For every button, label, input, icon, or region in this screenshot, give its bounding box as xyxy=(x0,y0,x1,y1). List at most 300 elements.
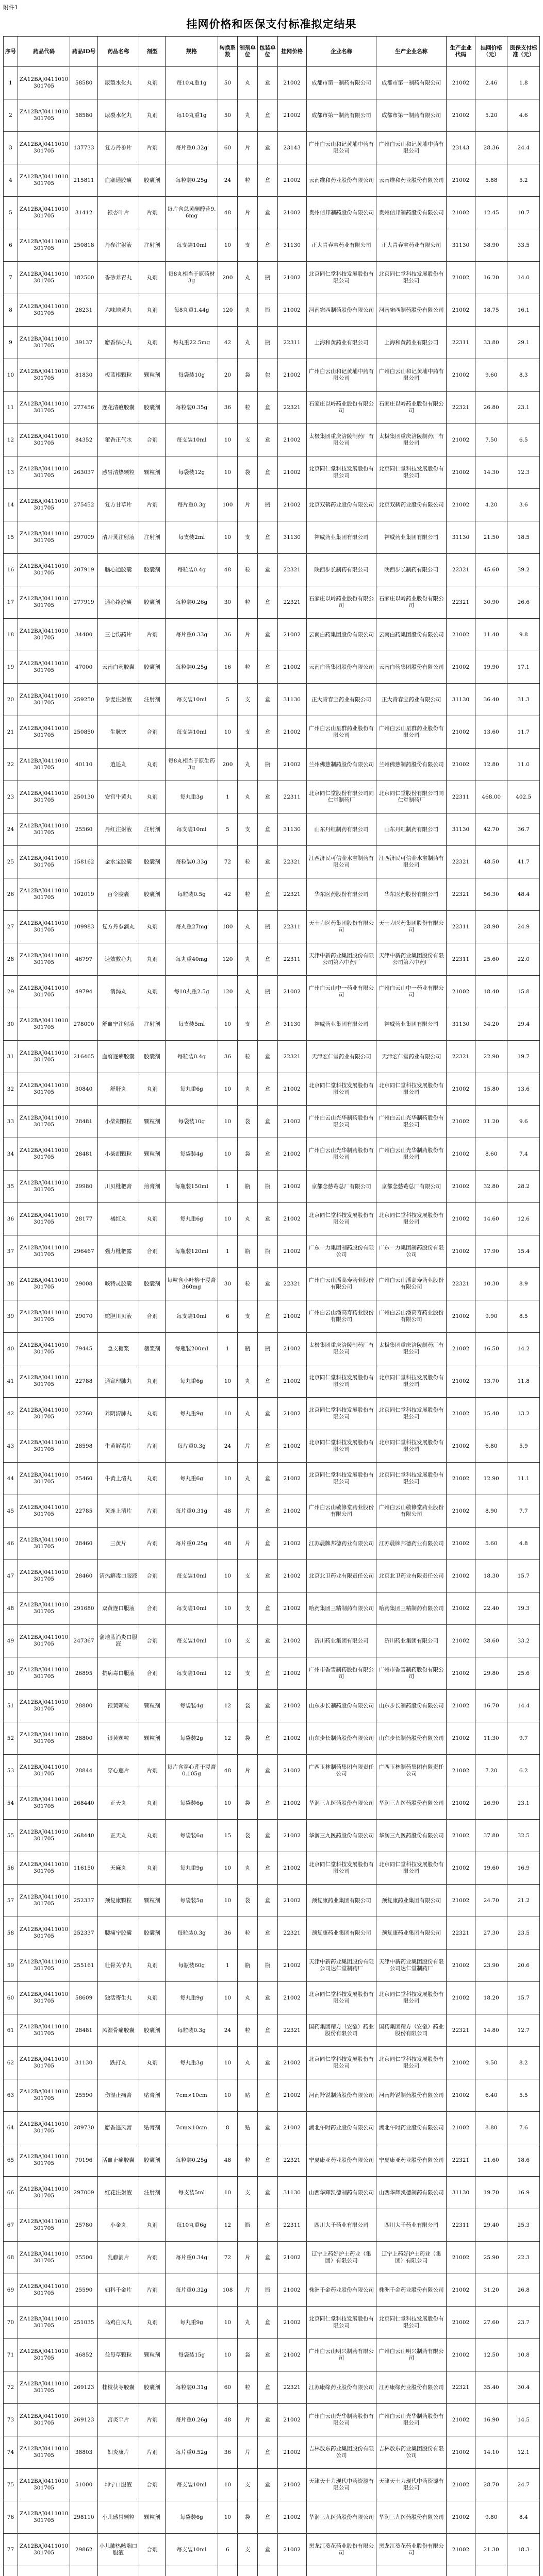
table-cell: 31.3 xyxy=(507,684,540,716)
table-cell: 46797 xyxy=(70,943,98,976)
table-cell: 广西玉林制药集团有限责任公司 xyxy=(376,1755,447,1787)
table-cell: 胶囊剂 xyxy=(139,651,166,684)
table-row xyxy=(4,2242,540,2274)
table-cell: 15 xyxy=(4,521,18,554)
table-cell: 22321 xyxy=(447,878,475,911)
table-row xyxy=(4,1073,540,1106)
table-cell: 北京同仁堂科技发展股份有限公司 xyxy=(306,1365,376,1398)
table-cell: 21002 xyxy=(277,619,306,651)
table-cell: 每袋装4g xyxy=(166,1138,218,1171)
table-row xyxy=(4,1657,540,1690)
table-cell: ZA12BAJ0411010301705 xyxy=(18,1041,70,1073)
table-row xyxy=(4,1365,540,1398)
table-cell: 天津中新药业集团股份有限公司达仁堂制药厂 xyxy=(376,1950,447,1982)
table-cell: 北京同仁堂股份有限公司同仁堂制药厂 xyxy=(376,781,447,814)
table-cell: 石家庄以岭药业股份有限公司 xyxy=(306,586,376,619)
table-cell: 19.70 xyxy=(475,2177,507,2209)
table-cell: 片 xyxy=(238,2242,258,2274)
table-row xyxy=(4,1106,540,1138)
table-cell: ZA12BAJ0411010301705 xyxy=(18,229,70,262)
table-cell: 15.4 xyxy=(507,1235,540,1268)
table-cell: 21002 xyxy=(447,1820,475,1852)
table-cell: 42 xyxy=(218,327,238,359)
table-cell: 江苏晨牌邦德药业有限公司 xyxy=(376,1528,447,1560)
table-cell: 石家庄以岭药业股份有限公司 xyxy=(376,586,447,619)
table-cell: 上海和黄药业有限公司 xyxy=(376,327,447,359)
table-cell: 尿裂水化丸 xyxy=(98,67,139,99)
table-cell: 21002 xyxy=(277,1755,306,1787)
table-cell: 11 xyxy=(4,392,18,424)
table-cell: 太极集团重庆涪陵制药厂有限公司 xyxy=(306,1333,376,1365)
table-cell: 三七伤药片 xyxy=(98,619,139,651)
table-cell: 137733 xyxy=(70,132,98,164)
table-cell: 67 xyxy=(4,2209,18,2242)
table-cell: 穿心莲片 xyxy=(98,1755,139,1787)
table-cell: 12.7 xyxy=(507,2014,540,2047)
table-cell: ZA12BAJ0411010301705 xyxy=(18,1008,70,1041)
table-cell: 每支装10ml xyxy=(166,1560,218,1592)
table-cell: 21.50 xyxy=(475,521,507,554)
table-cell: 百令胶囊 xyxy=(98,878,139,911)
table-cell: 30.4 xyxy=(507,2371,540,2404)
table-cell: 10 xyxy=(218,1592,238,1625)
table-cell: 73 xyxy=(4,2404,18,2436)
table-cell: 81830 xyxy=(70,359,98,392)
table-cell xyxy=(166,2566,218,2576)
table-cell: 丸剂 xyxy=(139,1982,166,2014)
table-cell: 片 xyxy=(238,2274,258,2307)
table-cell: 22321 xyxy=(277,1041,306,1073)
table-cell: 华东医药股份有限公司 xyxy=(306,878,376,911)
table-cell: 盒 xyxy=(258,619,278,651)
table-cell: 21002 xyxy=(447,67,475,99)
table-cell: 广州白云山光华制药股份有限公司 xyxy=(376,1106,447,1138)
table-cell: 21002 xyxy=(277,1106,306,1138)
table-cell: 9.50 xyxy=(475,2047,507,2079)
table-cell: 42 xyxy=(218,878,238,911)
table-cell: 片剂 xyxy=(139,1528,166,1560)
table-cell: 活血止痛胶囊 xyxy=(98,2144,139,2177)
table-cell: 每8丸相当于原药材3g xyxy=(166,262,218,294)
table-cell: 21002 xyxy=(277,1430,306,1463)
table-cell: 12.3 xyxy=(507,456,540,489)
table-cell: 58609 xyxy=(70,1982,98,2014)
table-cell: 10 xyxy=(218,521,238,554)
table-row xyxy=(4,1171,540,1203)
table-cell: 8.2 xyxy=(507,2047,540,2079)
table-cell: 251035 xyxy=(70,2307,98,2339)
table-cell: 21002 xyxy=(447,1625,475,1657)
table-cell: 120 xyxy=(218,976,238,1008)
table-cell: 25500 xyxy=(70,2242,98,2274)
column-header: 序号 xyxy=(4,37,18,67)
table-cell: 盒 xyxy=(258,1528,278,1560)
table-cell: 丸 xyxy=(238,749,258,781)
table-cell: 正大青春宝药业有限公司 xyxy=(306,229,376,262)
table-cell: 4.20 xyxy=(475,489,507,521)
table-cell: 21002 xyxy=(447,1722,475,1755)
table-cell: 北京同仁堂科技发展股份有限公司 xyxy=(306,1073,376,1106)
table-cell: 28460 xyxy=(70,1560,98,1592)
table-cell: 21002 xyxy=(447,197,475,229)
table-cell: 31130 xyxy=(447,2177,475,2209)
table-row xyxy=(4,132,540,164)
table-cell: 盒 xyxy=(258,1203,278,1235)
table-row xyxy=(4,67,540,99)
table-cell: 16.1 xyxy=(507,294,540,327)
table-cell: 10 xyxy=(218,1203,238,1235)
table-cell: 17.1 xyxy=(507,651,540,684)
table-cell: 32 xyxy=(4,1073,18,1106)
table-cell: 22311 xyxy=(447,911,475,943)
table-cell: 22311 xyxy=(447,2209,475,2242)
table-cell: 28800 xyxy=(70,1690,98,1722)
table-cell: 19.3 xyxy=(507,1592,540,1625)
table-cell: 11.0 xyxy=(507,749,540,781)
table-cell: 25.3 xyxy=(507,2209,540,2242)
table-cell: 北京双鹤药业股份有限公司 xyxy=(306,489,376,521)
table-cell: 22311 xyxy=(447,781,475,814)
table-cell: 68 xyxy=(4,2242,18,2274)
table-cell: 云南白药集团股份有限公司 xyxy=(376,651,447,684)
table-cell: 石家庄以岭药业股份有限公司 xyxy=(376,392,447,424)
table-cell: 25780 xyxy=(70,2209,98,2242)
table-cell xyxy=(4,2566,18,2576)
table-cell: 贴 xyxy=(238,2112,258,2144)
table-cell: 36 xyxy=(4,1203,18,1235)
table-cell: 50 xyxy=(218,99,238,132)
table-cell: 吉林敖东药业集团股份有限公司 xyxy=(306,2436,376,2469)
table-cell xyxy=(447,2566,475,2576)
table-cell: 25.6 xyxy=(507,1657,540,1690)
table-cell: 神威药业集团有限公司 xyxy=(306,521,376,554)
table-cell: 21002 xyxy=(447,1333,475,1365)
table-cell: 21.30 xyxy=(475,2534,507,2566)
table-row xyxy=(4,1592,540,1625)
table-cell: 50 xyxy=(4,1657,18,1690)
table-cell: 76 xyxy=(4,2501,18,2534)
table-cell: 正大青春宝药业有限公司 xyxy=(306,684,376,716)
table-cell: 袋 xyxy=(238,1138,258,1171)
table-cell: 21002 xyxy=(277,2079,306,2112)
table-cell: 盒 xyxy=(258,1885,278,1917)
table-cell: 31130 xyxy=(277,814,306,846)
table-row xyxy=(4,1560,540,1592)
table-cell: 25.60 xyxy=(475,943,507,976)
table-cell: 291680 xyxy=(70,1592,98,1625)
table-cell xyxy=(70,2566,98,2576)
table-cell: 每10丸重1g xyxy=(166,99,218,132)
table-cell: 402.5 xyxy=(507,781,540,814)
table-cell: 粒 xyxy=(238,1268,258,1300)
table-cell: 10.30 xyxy=(475,1268,507,1300)
table-cell: 10 xyxy=(218,424,238,456)
table-cell: 瓶 xyxy=(238,2209,258,2242)
table-cell: 250130 xyxy=(70,781,98,814)
table-cell: 丸剂 xyxy=(139,2047,166,2079)
table-cell: 259250 xyxy=(70,684,98,716)
table-cell: 269123 xyxy=(70,2371,98,2404)
table-row xyxy=(4,878,540,911)
table-cell: 102019 xyxy=(70,878,98,911)
table-cell: 9.7 xyxy=(507,1722,540,1755)
table-cell: 香砂养胃丸 xyxy=(98,262,139,294)
table-cell: 6.40 xyxy=(475,2079,507,2112)
table-cell: 36.40 xyxy=(475,684,507,716)
table-cell: 盒 xyxy=(258,2339,278,2371)
table-cell: 77 xyxy=(4,2534,18,2566)
table-cell: 22321 xyxy=(277,1917,306,1950)
table-cell: 瓶 xyxy=(258,294,278,327)
table-cell: 丸 xyxy=(238,262,258,294)
table-cell: 36 xyxy=(218,1041,238,1073)
table-cell: 广州白云山光华制药股份有限公司 xyxy=(306,2404,376,2436)
table-cell: 10 xyxy=(218,229,238,262)
table-cell: 12 xyxy=(218,1657,238,1690)
table-cell: 6.2 xyxy=(507,1755,540,1787)
table-cell: 21002 xyxy=(447,1073,475,1106)
table-cell: 每8丸重1.44g xyxy=(166,294,218,327)
table-cell: 31130 xyxy=(447,684,475,716)
table-cell: 清开灵注射液 xyxy=(98,521,139,554)
table-cell: 丸 xyxy=(238,911,258,943)
table-cell: 北京北卫药业有限责任公司 xyxy=(306,1560,376,1592)
table-cell: 10 xyxy=(4,359,18,392)
table-cell: 每片重0.52g xyxy=(166,2436,218,2469)
table-cell: 6 xyxy=(218,2534,238,2566)
table-cell: 70 xyxy=(4,2307,18,2339)
table-cell: 21002 xyxy=(447,1398,475,1430)
table-cell: 1.8 xyxy=(507,67,540,99)
table-cell: 支 xyxy=(238,424,258,456)
table-cell: 16.70 xyxy=(475,1690,507,1722)
table-cell: 每粒装0.25g xyxy=(166,164,218,197)
table-cell: 丸剂 xyxy=(139,1073,166,1106)
table-cell: 10 xyxy=(218,1982,238,2014)
table-cell: 成都市第一制药有限公司 xyxy=(306,67,376,99)
table-cell: 24 xyxy=(218,1430,238,1463)
column-header: 药品代码 xyxy=(18,37,70,67)
table-cell: 盒 xyxy=(258,684,278,716)
table-cell: 瓶 xyxy=(258,1333,278,1365)
table-cell: 盒 xyxy=(258,1300,278,1333)
table-cell: 10 xyxy=(218,1463,238,1495)
table-cell: 36 xyxy=(218,1917,238,1950)
table-cell: 注射剂 xyxy=(139,1008,166,1041)
table-cell: 31 xyxy=(4,1041,18,1073)
table-cell: 云南维和药业股份有限公司 xyxy=(376,164,447,197)
table-cell: 48 xyxy=(218,2404,238,2436)
table-cell: 急支糖浆 xyxy=(98,1333,139,1365)
table-cell: 16.9 xyxy=(507,2177,540,2209)
table-cell: ZA12BAJ0411010301705 xyxy=(18,2404,70,2436)
column-header: 制剂单位 xyxy=(238,37,258,67)
table-cell: 广州白云山中一药业有限公司 xyxy=(306,976,376,1008)
table-cell: 太极集团重庆涪陵制药厂有限公司 xyxy=(376,1333,447,1365)
table-cell: 18.30 xyxy=(475,1560,507,1592)
table-cell: 1 xyxy=(218,1333,238,1365)
table-cell: 44 xyxy=(4,1463,18,1495)
table-cell: 粒 xyxy=(238,2014,258,2047)
table-row xyxy=(4,1430,540,1463)
table-cell: 每袋装6g xyxy=(166,1820,218,1852)
table-cell: 盒 xyxy=(258,1008,278,1041)
table-cell: 广州白云山和记黄埔中药有限公司 xyxy=(376,132,447,164)
table-cell: 468.00 xyxy=(475,781,507,814)
table-cell: 江西济民可信金水宝制药有限公司 xyxy=(306,846,376,878)
table-cell: 21002 xyxy=(277,651,306,684)
table-cell: 22311 xyxy=(447,943,475,976)
table-cell: 每支装5ml xyxy=(166,2177,218,2209)
table-cell: 瓶 xyxy=(258,1950,278,1982)
table-row xyxy=(4,911,540,943)
table-cell: ZA12BAJ0411010301705 xyxy=(18,1171,70,1203)
table-cell: 252337 xyxy=(70,1917,98,1950)
table-cell: 21002 xyxy=(447,749,475,781)
table-cell: 116150 xyxy=(70,1852,98,1885)
table-cell: 片剂 xyxy=(139,1755,166,1787)
table-cell: 21002 xyxy=(277,197,306,229)
table-cell: 北京同仁堂科技发展股份有限公司 xyxy=(376,1982,447,2014)
table-cell: ZA12BAJ0411010301705 xyxy=(18,2436,70,2469)
table-cell: 银黄颗粒 xyxy=(98,1690,139,1722)
table-cell: 9.6 xyxy=(507,1106,540,1138)
table-cell: 双黄连口服液 xyxy=(98,1592,139,1625)
page-title: 挂网价格和医保支付标准拟定结果 xyxy=(186,18,357,30)
table-cell: 6 xyxy=(218,1300,238,1333)
table-cell: 坤宁口服液 xyxy=(98,2469,139,2501)
table-cell: 小儿肺热咳喘口服液 xyxy=(98,2534,139,2566)
table-cell: 片剂 xyxy=(139,619,166,651)
table-cell: 每片重0.26g xyxy=(166,2404,218,2436)
table-cell: 支 xyxy=(238,2534,258,2566)
table-cell: 23.1 xyxy=(507,1787,540,1820)
table-cell: 21002 xyxy=(447,1463,475,1495)
table-cell: 7cm×10cm xyxy=(166,2079,218,2112)
table-cell: 23143 xyxy=(277,132,306,164)
table-cell: 瓶 xyxy=(238,1333,258,1365)
table-cell: 35.40 xyxy=(475,2371,507,2404)
table-cell: 21002 xyxy=(277,976,306,1008)
table-cell: 广州白云山光华制药股份有限公司 xyxy=(376,2404,447,2436)
table-cell: 华东医药股份有限公司 xyxy=(376,878,447,911)
table-cell: 22321 xyxy=(277,586,306,619)
table-cell: 21002 xyxy=(277,294,306,327)
table-cell: 72 xyxy=(218,2242,238,2274)
table-cell: 12 xyxy=(218,1690,238,1722)
table-cell: 12.50 xyxy=(475,2339,507,2371)
table-cell: 21002 xyxy=(277,1852,306,1885)
table-cell: 6.80 xyxy=(475,1430,507,1463)
table-cell: ZA12BAJ0411010301705 xyxy=(18,1917,70,1950)
table-cell: 丸 xyxy=(238,1365,258,1398)
table-cell: 盒 xyxy=(258,1073,278,1106)
table-cell: 支 xyxy=(238,1625,258,1657)
table-cell: 21002 xyxy=(447,359,475,392)
table-cell: 广州白云山明兴制药有限公司 xyxy=(376,2339,447,2371)
table-cell: 广州白云山潘高寿药业股份有限公司 xyxy=(306,1300,376,1333)
table-cell: 盒 xyxy=(258,1365,278,1398)
table-cell: 255161 xyxy=(70,1950,98,1982)
table-cell: 瓶 xyxy=(238,1171,258,1203)
table-cell: 瓶 xyxy=(238,1235,258,1268)
table-row xyxy=(4,1333,540,1365)
table-cell: 7.4 xyxy=(507,1138,540,1171)
table-row xyxy=(4,2209,540,2242)
table-cell: 31130 xyxy=(277,229,306,262)
table-cell: 39 xyxy=(4,1300,18,1333)
table-cell: 壮骨关节丸 xyxy=(98,1950,139,1982)
table-row xyxy=(4,1852,540,1885)
table-cell: 27 xyxy=(4,911,18,943)
table-cell: 颈复康药业集团有限公司 xyxy=(306,1885,376,1917)
table-cell: 株洲千金药业股份有限公司 xyxy=(376,2274,447,2307)
table-cell: 瓶 xyxy=(258,749,278,781)
table-cell: 太极集团重庆涪陵制药厂有限公司 xyxy=(376,424,447,456)
table-cell xyxy=(258,2566,278,2576)
table-cell: 每袋装15g xyxy=(166,2339,218,2371)
table-cell: 120 xyxy=(218,294,238,327)
table-cell: 正天丸 xyxy=(98,1820,139,1852)
table-cell: 颗粒剂 xyxy=(139,1722,166,1755)
table-cell: 7.20 xyxy=(475,1755,507,1787)
table-cell: 盒 xyxy=(258,1138,278,1171)
table-cell: ZA12BAJ0411010301705 xyxy=(18,1463,70,1495)
table-cell: 每支装10ml xyxy=(166,716,218,749)
table-row xyxy=(4,749,540,781)
table-cell: 盒 xyxy=(258,1722,278,1755)
table-cell: 北京同仁堂科技发展股份有限公司 xyxy=(306,1203,376,1235)
table-row xyxy=(4,1268,540,1300)
table-row xyxy=(4,1982,540,2014)
table-cell: ZA12BAJ0411010301705 xyxy=(18,327,70,359)
table-cell: 支 xyxy=(238,1560,258,1592)
table-row xyxy=(4,2404,540,2436)
table-row xyxy=(4,2079,540,2112)
table-cell xyxy=(238,2566,258,2576)
table-cell: 吉林敖东药业集团股份有限公司 xyxy=(376,2436,447,2469)
table-cell: 盒 xyxy=(258,99,278,132)
table-cell: 23143 xyxy=(447,132,475,164)
table-cell: ZA12BAJ0411010301705 xyxy=(18,1333,70,1365)
table-cell: 片剂 xyxy=(139,197,166,229)
table-cell: 天津中新药业集团股份有限公司达仁堂制药厂 xyxy=(306,1950,376,1982)
table-cell: 每粒装0.26g xyxy=(166,586,218,619)
table-cell: 兰州佛慈制药股份有限公司 xyxy=(306,749,376,781)
table-row xyxy=(4,99,540,132)
table-cell: ZA12BAJ0411010301705 xyxy=(18,1365,70,1398)
table-cell: 22321 xyxy=(277,846,306,878)
table-cell: 北京同仁堂科技发展股份有限公司 xyxy=(306,1852,376,1885)
table-cell: 109983 xyxy=(70,911,98,943)
table-cell: 广州白云山光华制药股份有限公司 xyxy=(306,1138,376,1171)
table-cell: 安宫牛黄丸 xyxy=(98,781,139,814)
table-cell: 广州白云山潘高寿药业股份有限公司 xyxy=(376,1268,447,1300)
table-cell: 宫炎平片 xyxy=(98,2404,139,2436)
table-cell: 25.90 xyxy=(475,2242,507,2274)
table-cell: 每支装2ml xyxy=(166,521,218,554)
table-cell: 川贝枇杷膏 xyxy=(98,1171,139,1203)
table-cell: 每10丸重6g xyxy=(166,2209,218,2242)
table-cell: 33.5 xyxy=(507,229,540,262)
table-cell: 43 xyxy=(4,1430,18,1463)
table-cell: 每瓶装120ml xyxy=(166,1235,218,1268)
table-cell: 28231 xyxy=(70,294,98,327)
table-cell: 74 xyxy=(4,2436,18,2469)
table-cell xyxy=(218,2566,238,2576)
table-cell: 每片含穿心莲干浸膏0.105g xyxy=(166,1755,218,1787)
table-cell: 46 xyxy=(4,1528,18,1560)
